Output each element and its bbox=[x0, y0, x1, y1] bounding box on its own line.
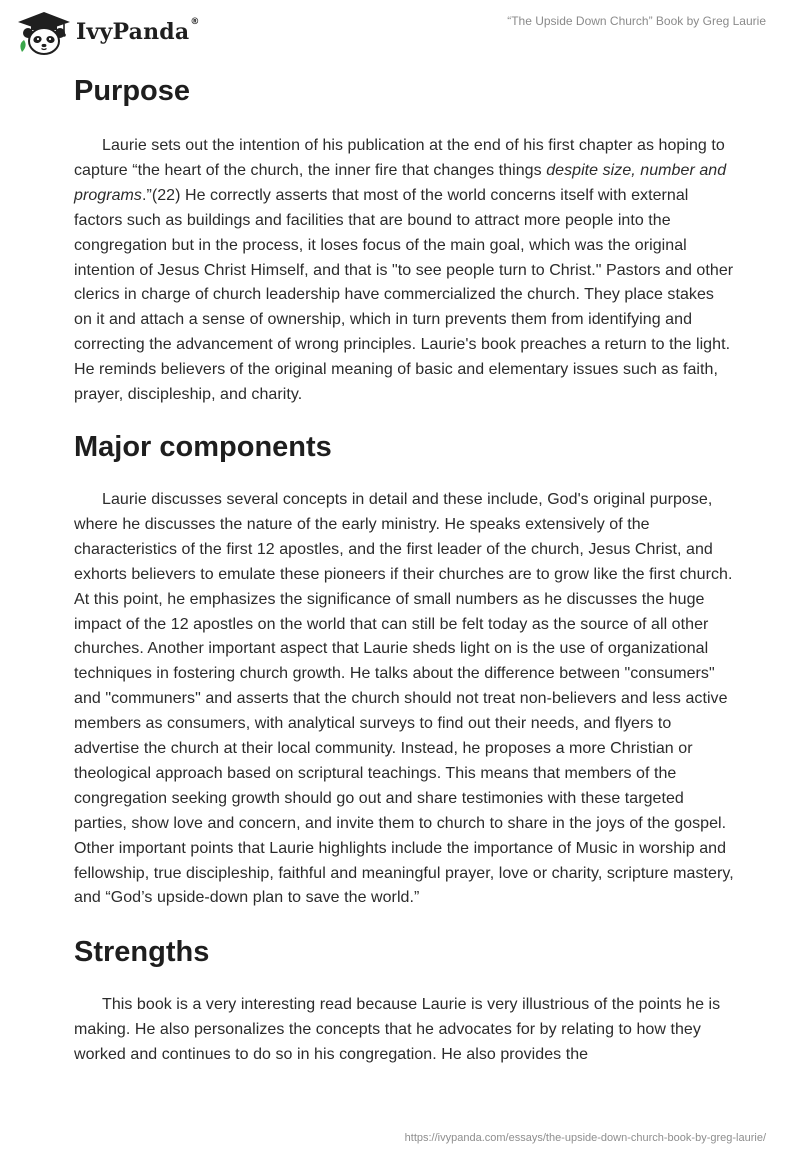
section-heading-major-components: Major components bbox=[74, 430, 332, 463]
section-purpose bbox=[74, 68, 734, 408]
essay-body bbox=[74, 68, 734, 1068]
section-heading-purpose: Purpose bbox=[74, 75, 191, 107]
section-strengths bbox=[74, 929, 734, 1068]
major-components-paragraph: Laurie discusses several concepts in detail and these include, God's original purpose, where he discusses the nature of the early ministry. He speaks extensively of the characteristics of the first 12 apostles, and the first leader of the church, Jesus Christ, and exhorts believers to emulate these pioneers if their churches are to grow like the first church. At this point, he emphasizes the significance of small numbers as he discusses the huge impact of the 12 apostles on the world that can still be felt today as the source of all other churches. Another important aspect that Laurie sheds light on is the use of organizational techniques in fostering church growth. He talks about the difference between "consumers" and "communers" and asserts that the church should not treat non-believers and less active members as consumers, with analytical surveys to find out their needs, and flyers to advertise the church at their local community. Instead, he proposes a more Christian or theological approach based on scriptural teachings. This means that members of the congregation seeking growth should go out and share testimonies with these targeted parties, show love and concern, and invite them to church to share in the joys of the gospel. Other important points that Laurie highlights include the importance of Music in worship and fellowship, true discipleship, faithful and meaningful prayer, love or charity, scripture mastery, and “God’s upside-down plan to save the world.” bbox=[74, 490, 734, 907]
source-url[interactable]: https://ivypanda.com/essays/the-upside-down-church-book-by-greg-laurie/ bbox=[404, 1132, 766, 1144]
panda-graduation-cap-icon bbox=[14, 8, 72, 56]
brand-name: IvyPanda® bbox=[76, 17, 200, 45]
brand-logo[interactable] bbox=[14, 8, 200, 56]
section-major-components bbox=[74, 424, 734, 911]
strengths-paragraph: This book is a very interesting read because Laurie is very illustrious of the points he is making. He also personalizes the concepts that he advocates for by relating to how they worked and continues to do so in his congregation. He also provides the bbox=[74, 996, 721, 1064]
section-heading-strengths: Strengths bbox=[74, 936, 210, 969]
purpose-paragraph: Laurie sets out the intention of his publication at the end of his first chapter as hoping to capture “the heart of the church, the inner fire that changes things despite size, number and programs.”(22) He correctly asserts that most of the world concerns itself with external factors such as buildings and facilities that are bound to attract more people into the congregation but in the process, it loses focus of the main goal, which was the original intention of Jesus Christ Himself, and that is "to see people turn to Christ." Pastors and other clerics in charge of church leadership have commercialized the church. They place stakes on it and attach a sense of ownership, which in turn prevents them from identifying and correcting the advancement of wrong principles. Laurie's book preaches a return to the light. He reminds believers of the original meaning of basic and elementary issues such as faith, prayer, discipleship, and charity. bbox=[74, 137, 734, 404]
running-title: “The Upside Down Church” Book by Greg Laurie bbox=[507, 14, 766, 28]
